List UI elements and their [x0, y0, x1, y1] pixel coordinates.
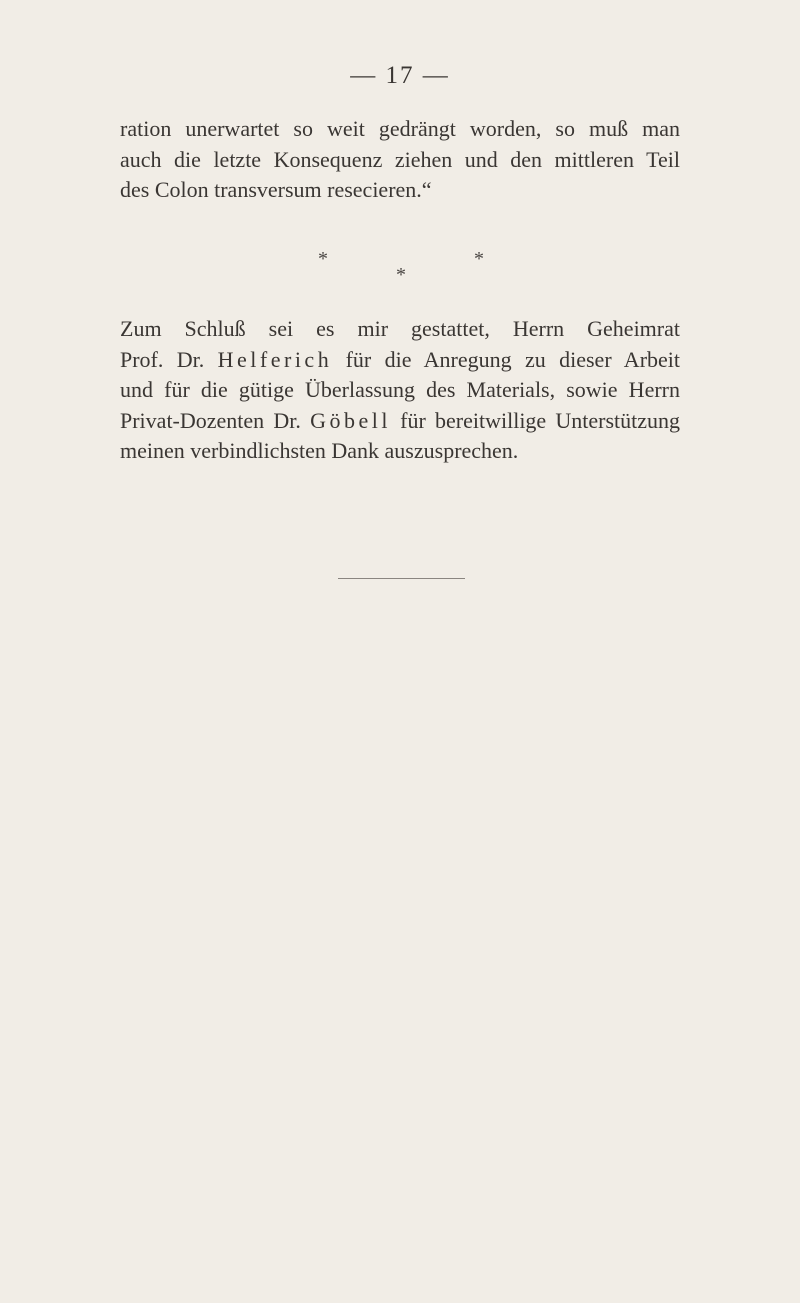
text-fragment: für bereitwillige Unterstützung	[400, 407, 681, 433]
closing-divider	[338, 578, 465, 579]
text-line: und für die gütige Überlassung des Materials, sowie Herrn	[120, 377, 680, 402]
text-line: auch die letzte Konsequenz ziehen und den mittleren Teil	[120, 146, 680, 172]
text-line	[120, 345, 680, 376]
asterisk-right: *	[474, 248, 484, 270]
asterisk-left: *	[318, 248, 328, 270]
section-separator	[0, 248, 800, 288]
text-line: ration unerwartet so weit gedrängt worden, so muß man	[120, 116, 680, 141]
person-name: Helferich	[217, 346, 333, 372]
paragraph-conclusion	[120, 114, 680, 206]
text-fragment: Privat-Dozenten Dr.	[120, 407, 301, 433]
text-fragment: Prof. Dr.	[120, 346, 205, 372]
text-line: Zum Schluß sei es mir gestattet, Herrn Geheimrat	[120, 316, 680, 341]
paragraph-acknowledgement	[120, 314, 680, 467]
text-line: des Colon transversum resecieren.“	[120, 177, 432, 202]
text-fragment: für die Anregung zu dieser Arbeit	[345, 346, 681, 372]
text-line: meinen verbindlichsten Dank auszusprechen.	[120, 438, 519, 463]
page-number: — 17 —	[350, 62, 450, 89]
asterisk-center: *	[396, 264, 406, 286]
person-name: Göbell	[310, 407, 391, 433]
text-line	[120, 406, 680, 437]
